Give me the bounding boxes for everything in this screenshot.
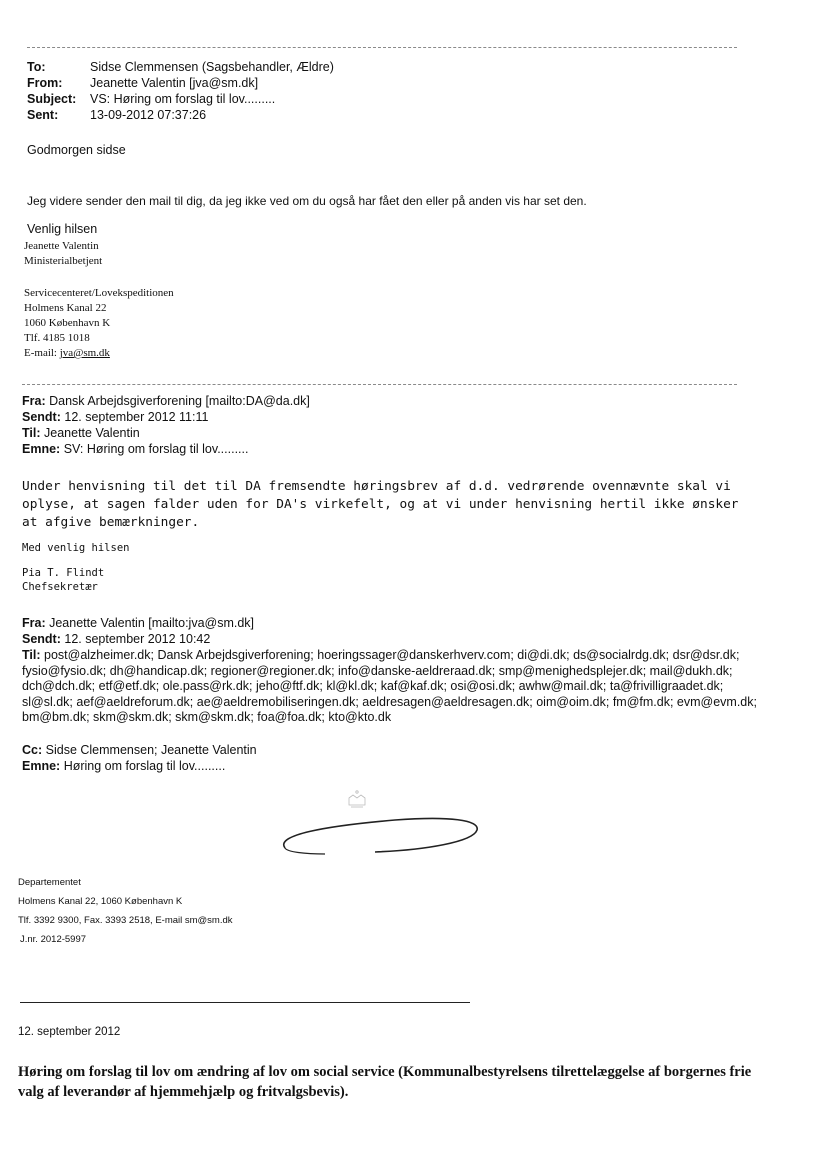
email1-closing: Venlig hilsen: [27, 222, 98, 236]
sendt-value: 12. september 2012 11:11: [64, 410, 209, 424]
from-label: From:: [27, 76, 63, 90]
subject-value: VS: Høring om forslag til lov.........: [90, 92, 276, 106]
til-label: Til:: [22, 648, 41, 662]
emne-value: SV: Høring om forslag til lov.........: [63, 442, 249, 456]
til-label: Til:: [22, 426, 41, 440]
sent-label: Sent:: [27, 108, 59, 122]
sendt-label: Sendt:: [22, 410, 61, 424]
email2-body: Under henvisning til det til DA fremsendte høringsbrev af d.d. vedrørende ovennævnte skal vi oplyse, at sagen falder uden for DA's virkefelt, og at vi under henvisning hertil ikke ønsker at afgive bemærkninger.: [22, 479, 739, 530]
fra-value: Jeanette Valentin [mailto:jva@sm.dk]: [49, 616, 255, 630]
subject-label: Subject:: [27, 92, 77, 106]
letter-divider: [20, 1002, 470, 1003]
letter-department: Departementet: [18, 877, 81, 888]
email2-til-row: [22, 426, 140, 442]
til-value: Jeanette Valentin: [44, 426, 140, 440]
email1-greeting: Godmorgen sidse: [27, 143, 126, 157]
emne-value: Høring om forslag til lov.........: [63, 759, 226, 773]
email-link[interactable]: jva@sm.dk: [59, 347, 110, 359]
fra-value: Dansk Arbejdsgiverforening [mailto:DA@da.dk]: [49, 394, 310, 408]
email2-fra-row: [22, 394, 310, 410]
email1-sig-email-row: [24, 346, 110, 361]
sendt-label: Sendt:: [22, 632, 61, 646]
email2-emne-row: [22, 442, 248, 458]
emne-label: Emne:: [22, 442, 61, 456]
til-value: post@alzheimer.dk; Dansk Arbejdsgiverforening; hoeringssager@danskerhverv.com; di@di.dk; ds@socialrdg.dk; dsr@dsr.dk; fysio@fysio.dk; dh@handicap.dk; regioner@regioner.dk; info@danske-aeldreraad.dk; smp@menighedsplejer.dk; mail@dukh.dk; dch@dch.dk; etf@etf.dk; ole.pass@rk.dk; jeho@ftf.dk; kl@kl.dk; kaf@kaf.dk; osi@osi.dk; awhw@mail.dk; ta@frivilligraadet.dk; sl@sl.dk; aef@aeldreforum.dk; ae@aeldremobiliseringen.dk; aeldresagen@aeldresagen.dk; oim@oim.dk; fm@fm.dk; evm@evm.dk; bm@bm.dk; skm@skm.dk; skm@skm.dk; foa@foa.dk; kto@kto.dk: [22, 648, 757, 724]
email1-body: Jeg videre sender den mail til dig, da jeg ikke ved om du også har fået den eller på anden vis har set den.: [27, 194, 587, 208]
email3-fra-row: [22, 616, 254, 632]
cc-label: Cc:: [22, 743, 43, 757]
email1-sig-phone: Tlf. 4185 1018: [24, 332, 90, 344]
cc-value: Sidse Clemmensen; Jeanette Valentin: [45, 743, 257, 757]
crown-icon: [349, 791, 365, 807]
email2-sig-title: Chefsekretær: [22, 581, 98, 593]
from-value: Jeanette Valentin [jva@sm.dk]: [90, 76, 259, 90]
letter-jnr: J.nr. 2012-5997: [20, 934, 87, 945]
to-value: Sidse Clemmensen (Sagsbehandler, Ældre): [90, 60, 334, 74]
email1-sig-title: Ministerialbetjent: [24, 255, 103, 267]
fra-label: Fra:: [22, 616, 46, 630]
email2-closing: Med venlig hilsen: [22, 542, 130, 554]
sendt-value: 12. september 2012 10:42: [64, 632, 211, 646]
top-separator: [27, 47, 737, 48]
emne-label: Emne:: [22, 759, 61, 773]
fra-label: Fra:: [22, 394, 46, 408]
email1-sig-unit: Servicecenteret/Lovekspeditionen: [24, 287, 174, 299]
letter-date: 12. september 2012: [18, 1026, 121, 1038]
sent-value: 13-09-2012 07:37:26: [90, 108, 207, 122]
letter-contact: Tlf. 3392 9300, Fax. 3393 2518, E-mail sm@sm.dk: [18, 915, 233, 926]
email2-sig-name: Pia T. Flindt: [22, 567, 105, 579]
email1-sig-city: 1060 København K: [24, 317, 111, 329]
email3-sendt-row: [22, 632, 210, 648]
email2-sendt-row: [22, 410, 208, 426]
letter-title: Høring om forslag til lov om ændring af lov om social service (Kommunalbestyrelsens tilrettelæggelse af borgernes frie valg af leverandør af hjemmehjælp og fritvalgsbevis).: [18, 1064, 752, 1100]
email1-sig-name: Jeanette Valentin: [24, 240, 99, 252]
email3-cc-row: [22, 743, 257, 759]
ministry-crown-logo: [265, 790, 485, 870]
email3-til-row: [22, 648, 762, 726]
middle-separator: [22, 384, 737, 385]
email-label: E-mail:: [24, 347, 57, 359]
letter-address: Holmens Kanal 22, 1060 København K: [18, 896, 183, 907]
email3-emne-row: [22, 759, 225, 775]
email1-sig-address: Holmens Kanal 22: [24, 302, 107, 314]
to-label: To:: [27, 60, 46, 74]
swoosh: [284, 818, 477, 852]
